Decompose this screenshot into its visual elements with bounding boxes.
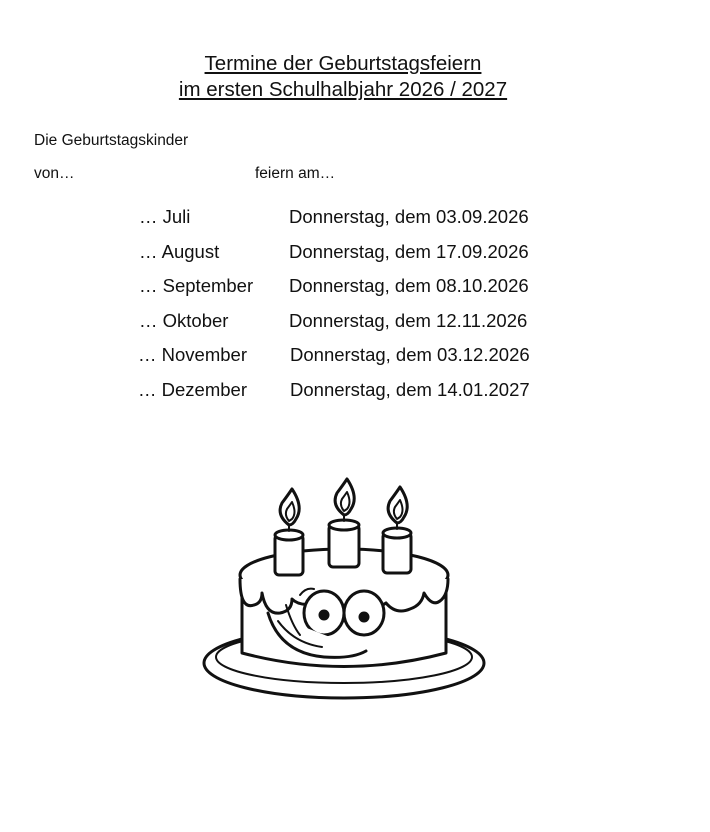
page-title: Termine der Geburtstagsfeiern [204, 52, 482, 75]
schedule-date: Donnerstag, dem 03.09.2026 [289, 206, 529, 227]
schedule-date: Donnerstag, dem 08.10.2026 [289, 275, 529, 296]
page-subtitle: im ersten Schulhalbjahr 2026 / 2027 [178, 78, 508, 101]
schedule-date: Donnerstag, dem 12.11.2026 [289, 310, 528, 331]
intro-text: Die Geburtstagskinder [34, 132, 189, 149]
schedule-row [0, 342, 710, 368]
schedule-month: … August [139, 241, 220, 262]
birthday-cake-icon [196, 475, 492, 713]
column-label-celebrate: feiern am… [255, 165, 336, 182]
schedule-month: … Oktober [139, 310, 229, 331]
schedule-month: … Dezember [138, 379, 247, 400]
schedule-month: … Juli [139, 206, 191, 227]
schedule-row [0, 308, 710, 334]
schedule-month: … November [138, 344, 247, 365]
column-label-from: von… [34, 165, 75, 182]
schedule-month: … September [139, 275, 254, 296]
schedule-date: Donnerstag, dem 17.09.2026 [289, 241, 529, 262]
schedule-row [0, 377, 710, 403]
schedule-row [0, 239, 710, 265]
schedule-row [0, 273, 710, 299]
schedule-row [0, 204, 710, 230]
schedule-date: Donnerstag, dem 14.01.2027 [290, 379, 530, 400]
schedule-date: Donnerstag, dem 03.12.2026 [290, 344, 530, 365]
